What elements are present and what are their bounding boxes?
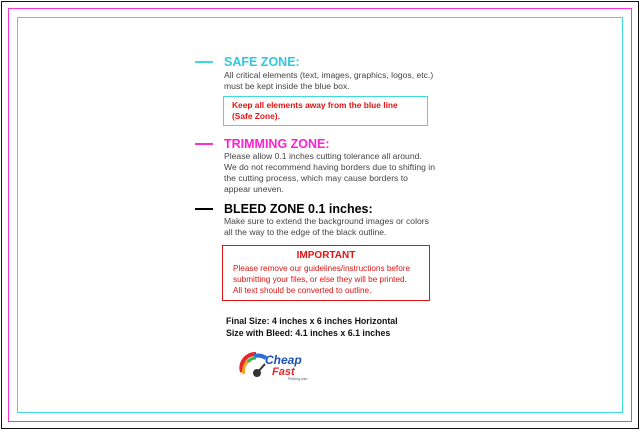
important-text: Please remove our guidelines/instructions before submitting your files, or else they will be printed. All text should be converted to outline. xyxy=(233,264,411,295)
bleed-zone-marker xyxy=(195,208,213,210)
important-title: IMPORTANT xyxy=(296,250,356,261)
trimming-zone-title: TRIMMING ZONE: xyxy=(224,137,330,151)
important-notice xyxy=(222,245,430,301)
safe-zone-marker xyxy=(195,61,213,63)
final-size-text: Final Size: 4 inches x 6 inches Horizontal xyxy=(226,316,398,326)
safe-zone-note: Keep all elements away from the blue line (Safe Zone). xyxy=(223,96,428,126)
bleed-size-text: Size with Bleed: 4.1 inches x 6.1 inches xyxy=(226,328,391,338)
logo-word-fast: Fast xyxy=(272,366,295,378)
logo-word-printing: Printing.com xyxy=(288,377,308,381)
trimming-zone-description: Please allow 0.1 inches cutting tolerance all around. We do not recommend having borders due to shifting in the cutting process, which may cause borders to appear uneven. xyxy=(224,151,435,194)
safe-zone-description: All critical elements (text, images, graphics, logos, etc.) must be kept inside the blue box. xyxy=(224,70,434,91)
cheapfast-logo xyxy=(232,342,322,386)
logo-word-cheap: Cheap xyxy=(265,353,302,367)
bleed-zone-description: Make sure to extend the background images or colors all the way to the edge of the black outline. xyxy=(224,216,429,237)
trimming-zone-marker xyxy=(195,143,213,145)
bleed-zone-title: BLEED ZONE 0.1 inches: xyxy=(224,202,373,216)
safe-zone-title: SAFE ZONE: xyxy=(224,55,300,69)
